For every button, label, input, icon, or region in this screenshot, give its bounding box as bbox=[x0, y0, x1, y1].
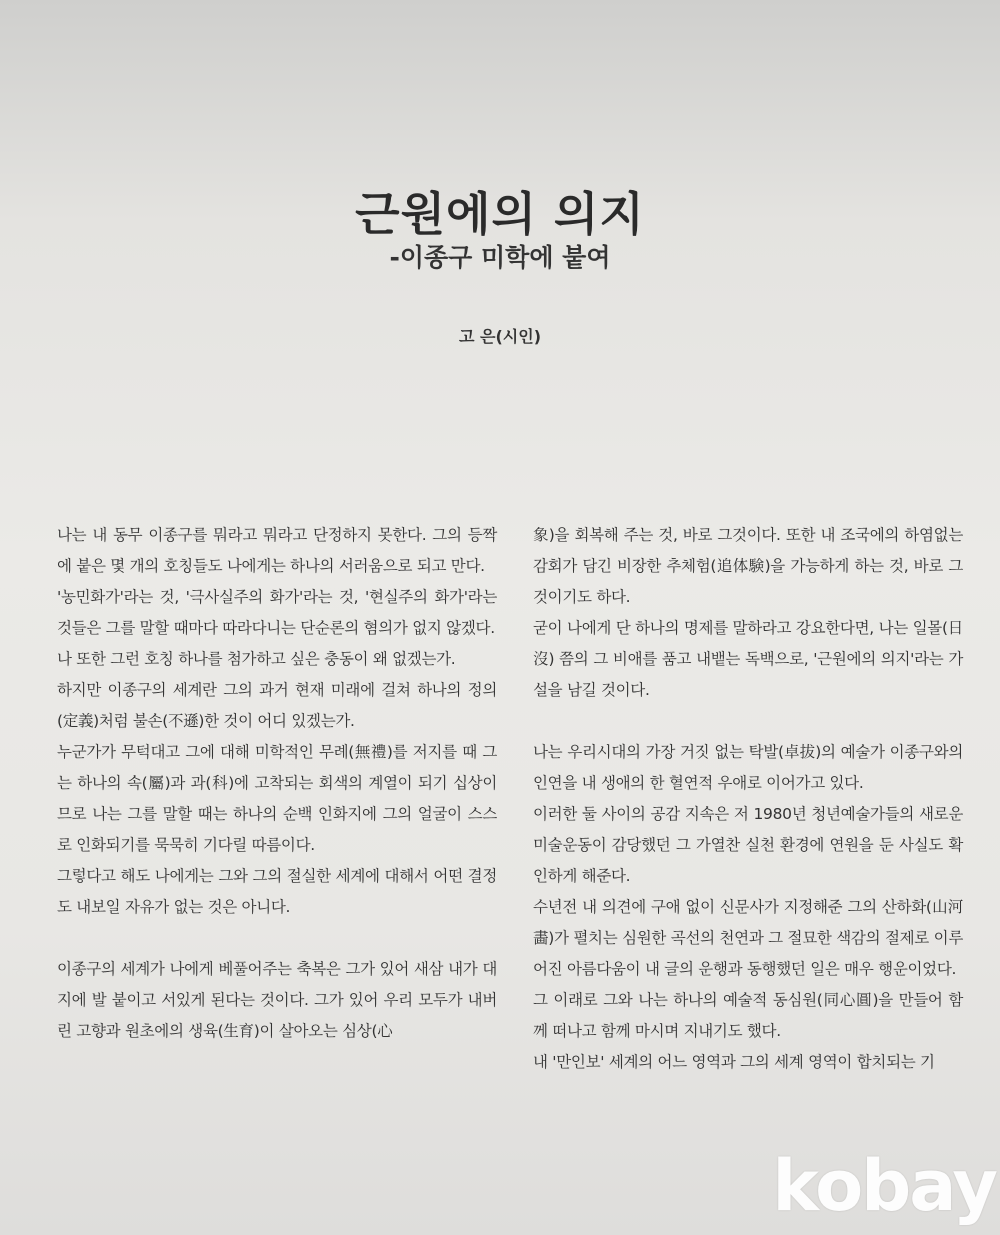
article-author: 고 은(시인) bbox=[458, 327, 542, 346]
right-column bbox=[533, 520, 963, 1078]
paragraph: 굳이 나에게 단 하나의 명제를 말하라고 강요한다면, 나는 일몰(日沒) 쯤의 그 비애를 품고 내뱉는 독백으로, '근원에의 의지'라는 가설을 남길 것이다. bbox=[533, 619, 963, 699]
paragraph: 그렇다고 해도 나에게는 그와 그의 절실한 세계에 대해서 어떤 결정도 내보일 자유가 없는 것은 아니다. bbox=[57, 867, 497, 916]
paragraph: 나 또한 그런 호칭 하나를 첨가하고 싶은 충동이 왜 없겠는가. bbox=[57, 650, 456, 668]
kobay-watermark-logo: kobay bbox=[772, 1145, 996, 1227]
paragraph: 이러한 둘 사이의 공감 지속은 저 1980년 청년예술가들의 새로운 미술운동이 감당했던 그 가열찬 실천 환경에 연원을 둔 사실도 확인하게 해준다. bbox=[533, 805, 963, 885]
paragraph: 수년전 내 의견에 구애 없이 신문사가 지정해준 그의 산하화(山河畵)가 펼치는 심원한 곡선의 천연과 그 절묘한 색감의 절제로 이루어진 아름다움이 내 글의 운행과 동행했던 일은 매우 행운이었다. bbox=[533, 898, 963, 978]
paragraph: 나는 우리시대의 가장 거짓 없는 탁발(卓拔)의 예술가 이종구와의 인연을 내 생애의 한 혈연적 우애로 이어가고 있다. bbox=[533, 743, 963, 792]
paragraph: 象)을 회복해 주는 것, 바로 그것이다. 또한 내 조국에의 하염없는 감회가 담긴 비장한 추체험(追体験)을 가능하게 하는 것, 바로 그것이기도 하다. bbox=[533, 526, 963, 606]
paragraph: 이종구의 세계가 나에게 베풀어주는 축복은 그가 있어 새삼 내가 대지에 발 붙이고 서있게 된다는 것이다. 그가 있어 우리 모두가 내버린 고향과 원초에의 생육(生育)이 살아오는 심상(心 bbox=[57, 960, 497, 1040]
left-column bbox=[57, 520, 497, 1047]
paragraph: 나는 내 동무 이종구를 뭐라고 뭐라고 단정하지 못한다. 그의 등짝에 붙은 몇 개의 호칭들도 나에게는 하나의 서러움으로 되고 만다. bbox=[57, 526, 497, 575]
paragraph: '농민화가'라는 것, '극사실주의 화가'라는 것, '현실주의 화가'라는 것들은 그를 말할 때마다 따라다니는 단순론의 혐의가 없지 않겠다. bbox=[57, 588, 497, 637]
paragraph: 내 '만인보' 세계의 어느 영역과 그의 세계 영역이 합치되는 기 bbox=[533, 1053, 935, 1071]
paragraph: 누군가가 무턱대고 그에 대해 미학적인 무례(無禮)를 저지를 때 그는 하나의 속(屬)과 과(科)에 고착되는 회색의 계열이 되기 십상이므로 나는 그를 말할 때는 하나의 순백 인화지에 그의 얼굴이 스스로 인화되기를 묵묵히 기다릴 따름이다. bbox=[57, 743, 497, 854]
article-title: 근원에의 의지 bbox=[355, 187, 645, 241]
paragraph: 하지만 이종구의 세계란 그의 과거 현재 미래에 걸쳐 하나의 정의(定義)처럼 불손(不遜)한 것이 어디 있겠는가. bbox=[57, 681, 497, 730]
article-subtitle: -이종구 미학에 붙여 bbox=[389, 243, 611, 272]
paragraph: 그 이래로 그와 나는 하나의 예술적 동심원(同心圓)을 만들어 함께 떠나고 함께 마시며 지내기도 했다. bbox=[533, 991, 963, 1040]
